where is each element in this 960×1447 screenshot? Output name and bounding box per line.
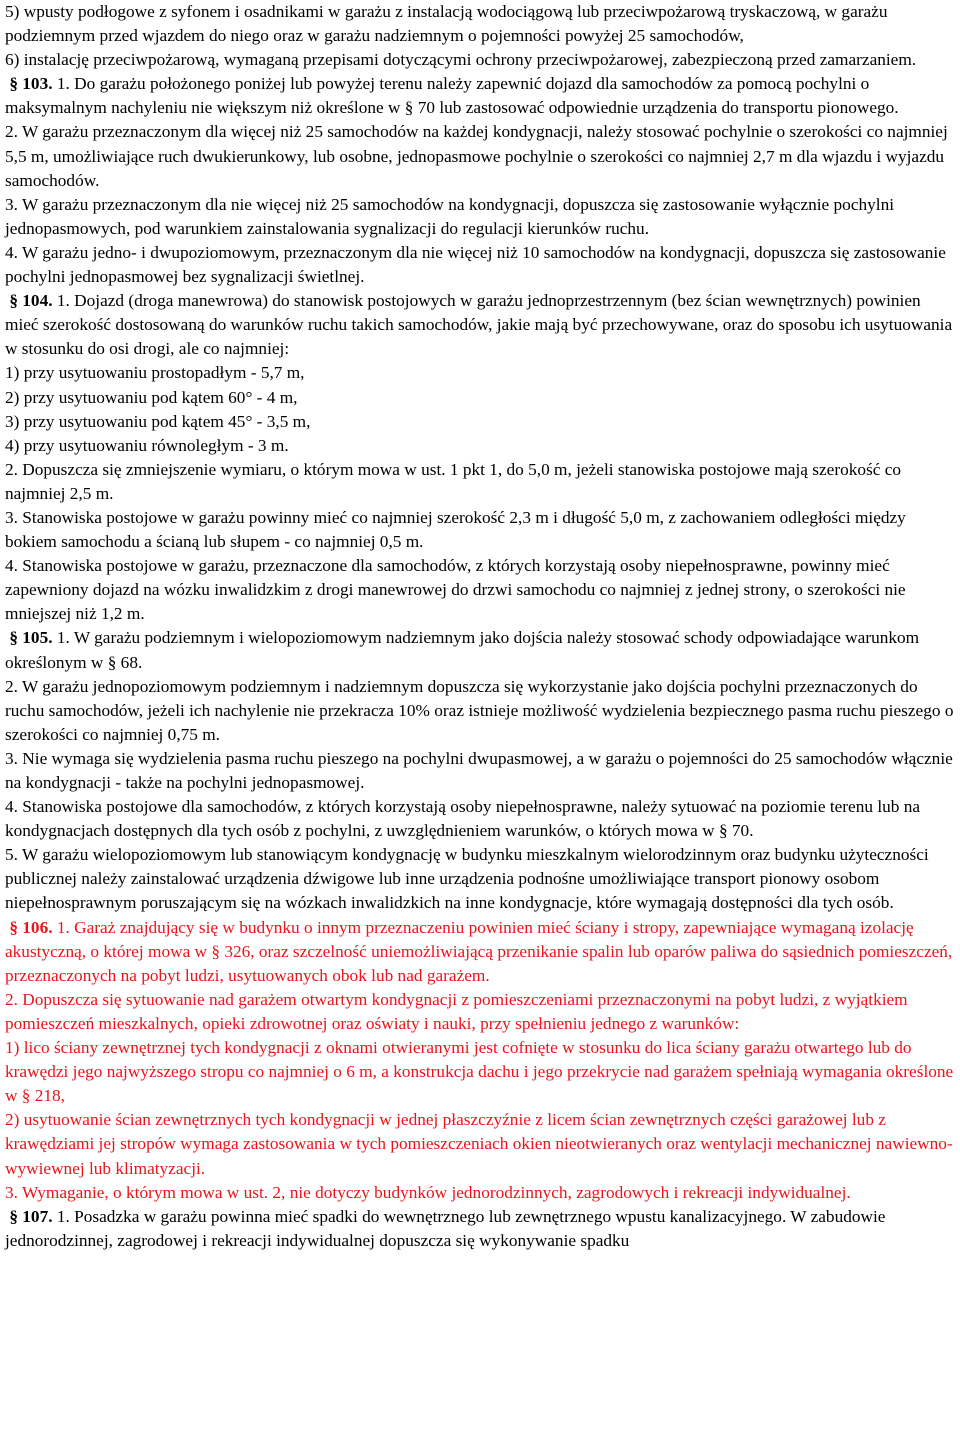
paragraph: 4. Stanowiska postojowe w garażu, przeznaczone dla samochodów, z których korzystają osoby niepełnosprawne, powinny mieć zapewniony dojazd na wózku inwalidzkim z drogi manewrowej do drzwi samochodu co najmniej z jednej strony, o szerokości nie mniejszej niż 1,2 m. [5,556,906,624]
paragraph: 4. Stanowiska postojowe dla samochodów, z których korzystają osoby niepełnosprawne, należy sytuować na poziomie terenu lub na kondygnacjach dostępnych dla tych osób z pochylni, z uwzględnieniem warunków, o których mowa w § 70. [5,797,921,841]
paragraph: 3. W garażu przeznaczonym dla nie więcej niż 25 samochodów na kondygnacji, dopuszcza się zastosowanie wyłącznie pochylni jednopasmowych, pod warunkiem zainstalowania sygnalizacji do regulacji kierunków ruchu. [5,194,895,238]
paragraph: 2. W garażu przeznaczonym dla więcej niż 25 samochodów na każdej kondygnacji, należy stosować pochylnie o szerokości co najmniej 5,5 m, umożliwiające ruch dwukierunkowy, lub osobne, jednopasmowe pochylnie o szerokości co najmniej 2,7 m dla wjazdu i wyjazdu samochodów. [5,122,948,190]
paragraph: § 104. 1. Dojazd (droga manewrowa) do stanowisk postojowych w garażu jednoprzestrzennym (bez ścian wewnętrznych) powinien mieć szerokość dostosowaną do warunków ruchu takich samochodów, jakie mają być przechowywane, oraz do sposobu ich usytuowania w stosunku do osi drogi, ale co najmniej: [5,291,953,359]
paragraph: 5) wpusty podłogowe z syfonem i osadnikami w garażu z instalacją wodociągową lub przeciwpożarową tryskaczową, w garażu podziemnym przed wjazdem do niego oraz w garażu nadziemnym o pojemności powyżej 25 samochodów, [5,2,888,46]
list-item: 3) przy usytuowaniu pod kątem 45° - 3,5 m, [5,411,311,431]
paragraph: § 103. 1. Do garażu położonego poniżej lub powyżej terenu należy zapewnić dojazd dla samochodów za pomocą pochylni o maksymalnym nachyleniu nie większym niż określone w § 70 lub zastosować odpowiednie urządzenia do transportu pionowego. [5,74,899,118]
section-number: § 106. [9,917,53,937]
list-item: 4) przy usytuowaniu równoległym - 3 m. [5,435,289,455]
section-number: § 105. [9,628,53,648]
list-item: 1) przy usytuowaniu prostopadłym - 5,7 m, [5,363,305,383]
paragraph-highlighted: 2) usytuowanie ścian zewnętrznych tych kondygnacji w jednej płaszczyźnie z licem ścian zewnętrznych części garażowej lub z krawędziami jej stropów wymaga zastosowania w tych pomieszczeniach okien nieotwieranych oraz wentylacji mechanicznej nawiewno-wywiewnej lub klimatyzacji. [5,1110,953,1178]
paragraph: 2. Dopuszcza się zmniejszenie wymiaru, o którym mowa w ust. 1 pkt 1, do 5,0 m, jeżeli stanowiska postojowe mają szerokość co najmniej 2,5 m. [5,459,902,503]
paragraph: § 105. 1. W garażu podziemnym i wielopoziomowym nadziemnym jako dojścia należy stosować schody odpowiadające warunkom określonym w § 68. [5,628,920,672]
paragraph: § 107. 1. Posadzka w garażu powinna mieć spadki do wewnętrznego lub zewnętrznego wpustu kanalizacyjnego. W zabudowie jednorodzinnej, zagrodowej i rekreacji indywidualnej dopuszcza się wykonywanie spadku [5,1206,886,1250]
paragraph: 3. Stanowiska postojowe w garażu powinny mieć co najmniej szerokość 2,3 m i długość 5,0 m, z zachowaniem odległości między bokiem samochodu a ścianą lub słupem - co najmniej 0,5 m. [5,507,906,552]
section-number: § 104. [9,291,53,311]
paragraph-highlighted: § 106. 1. Garaż znajdujący się w budynku o innym przeznaczeniu powinien mieć ściany i stropy, zapewniające wymaganą izolację akustyczną, o której mowa w § 326, oraz szczelność uniemożliwiającą przenikanie spalin lub oparów paliwa do sąsiednich pomieszczeń, przeznaczonych na pobyt ludzi, usytuowanych obok lub nad garażem. [5,917,953,985]
paragraph: 3. Nie wymaga się wydzielenia pasma ruchu pieszego na pochylni dwupasmowej, a w garażu o pojemności do 25 samochodów włącznie na kondygnacji - także na pochylni jednopasmowej. [5,748,953,792]
paragraph: 4. W garażu jedno- i dwupoziomowym, przeznaczonym dla nie więcej niż 10 samochodów na kondygnacji, dopuszcza się zastosowanie pochylni jednopasmowej bez sygnalizacji świetlnej. [5,242,946,287]
list-item: 2) przy usytuowaniu pod kątem 60° - 4 m, [5,387,298,407]
paragraph: 2. W garażu jednopoziomowym podziemnym i nadziemnym dopuszcza się wykorzystanie jako dojścia pochylni przeznaczonych do ruchu samochodów, jeżeli ich nachylenie nie przekracza 10% oraz istnieje możliwość wydzielenia bezpiecznego pasma ruchu pieszego o szerokości co najmniej 0,75 m. [5,676,954,744]
section-number: § 103. [9,74,53,94]
section-number: § 107. [9,1206,53,1226]
paragraph-highlighted: 2. Dopuszcza się sytuowanie nad garażem otwartym kondygnacji z pomieszczeniami przeznaczonymi na pobyt ludzi, z wyjątkiem pomieszczeń mieszkalnych, opieki zdrowotnej oraz oświaty i nauki, przy spełnieniu jednego z warunków: [5,989,908,1033]
paragraph: 5. W garażu wielopoziomowym lub stanowiącym kondygnację w budynku mieszkalnym wielorodzinnym oraz budynku użyteczności publicznej należy zainstalować urządzenia dźwigowe lub inne urządzenia podnośne umożliwiające transport pionowy osobom niepełnosprawnym poruszającym się na wózkach inwalidzkich na inne kondygnacje, które wymagają dostępności dla tych osób. [5,845,929,913]
paragraph: 6) instalację przeciwpożarową, wymaganą przepisami dotyczącymi ochrony przeciwpożarowej, zabezpieczoną przed zamarzaniem. [5,50,917,70]
paragraph-highlighted: 3. Wymaganie, o którym mowa w ust. 2, nie dotyczy budynków jednorodzinnych, zagrodowych i rekreacji indywidualnej. [5,1182,851,1202]
paragraph-highlighted: 1) lico ściany zewnętrznej tych kondygnacji z oknami otwieranymi jest cofnięte w stosunku do lica ściany garażu otwartego lub do krawędzi jego najwyższego stropu co najmniej o 6 m, a konstrukcja dachu i jego przekrycie nad garażem spełniają wymagania określone w § 218, [5,1038,954,1106]
